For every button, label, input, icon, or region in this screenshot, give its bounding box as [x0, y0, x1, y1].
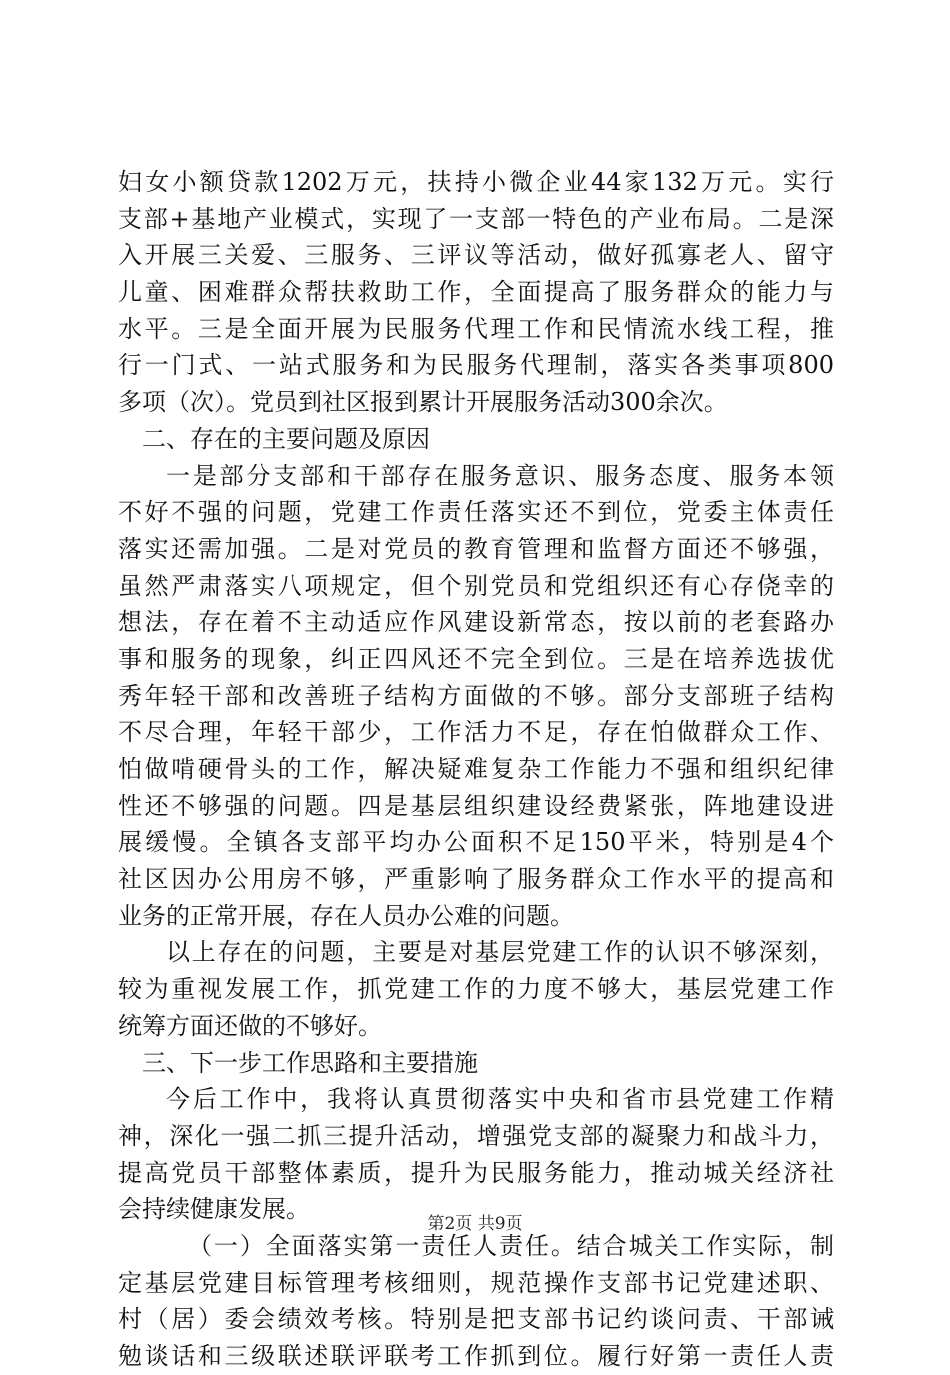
text-line: 统筹方面还做的不够好。	[118, 1011, 382, 1040]
text-line: 一是部分支部和干部存在服务意识、服务态度、服务本领	[166, 461, 834, 490]
text-line: 神，深化一强二抓三提升活动，增强党支部的凝聚力和战斗力，	[118, 1121, 834, 1150]
text-line: 较为重视发展工作，抓党建工作的力度不够大，基层党建工作	[118, 975, 834, 1004]
text-line: 水平。三是全面开展为民服务代理工作和民情流水线工程，推	[118, 314, 834, 343]
text-line: 勉谈话和三级联述联评联考工作抓到位。履行好第一责任人责	[118, 1342, 834, 1370]
text-line: 怕做啃硬骨头的工作，解决疑难复杂工作能力不强和组织纪律	[118, 755, 834, 783]
text-line: 虽然严肃落实八项规定，但个别党员和党组织还有心存侥幸的	[118, 571, 834, 600]
text-line: 性还不够强的问题。四是基层组织建设经费紧张，阵地建设进	[118, 791, 834, 820]
page-footer: 第2页 共9页	[427, 1214, 523, 1234]
text-line: 社区因办公用房不够，严重影响了服务群众工作水平的提高和	[118, 865, 834, 894]
text-line: （一）全面落实第一责任人责任。结合城关工作实际，制	[188, 1231, 834, 1260]
text-line: 提高党员干部整体素质，提升为民服务能力，推动城关经济社	[118, 1158, 834, 1187]
text-line: 事和服务的现象，纠正四风还不完全到位。三是在培养选拔优	[118, 644, 834, 673]
text-line: 不好不强的问题，党建工作责任落实还不到位，党委主体责任	[118, 498, 834, 527]
document-body	[118, 164, 834, 1375]
text-line: 定基层党建目标管理考核细则，规范操作支部书记党建述职、	[118, 1268, 834, 1297]
section-heading: 二、存在的主要问题及原因	[142, 424, 430, 453]
text-line: 入开展三关爱、三服务、三评议等活动，做好孤寡老人、留守	[118, 241, 834, 270]
text-line: 展缓慢。全镇各支部平均办公面积不足150平米，特别是4个	[118, 828, 834, 857]
text-line: 会持续健康发展。	[118, 1195, 310, 1224]
text-line: 以上存在的问题，主要是对基层党建工作的认识不够深刻，	[166, 938, 834, 967]
text-line: 不尽合理，年轻干部少，工作活力不足，存在怕做群众工作、	[118, 718, 834, 747]
text-line: 想法，存在着不主动适应作风建设新常态，按以前的老套路办	[118, 608, 834, 637]
text-line: 秀年轻干部和改善班子结构方面做的不够。部分支部班子结构	[118, 681, 834, 710]
text-line: 妇女小额贷款1202万元，扶持小微企业44家132万元。实行	[118, 168, 834, 196]
text-line: 行一门式、一站式服务和为民服务代理制，落实各类事项800	[118, 351, 834, 380]
text-line: 村（居）委会绩效考核。特别是把支部书记约谈问责、干部诫	[118, 1305, 834, 1334]
text-line: 落实还需加强。二是对党员的教育管理和监督方面还不够强，	[118, 534, 834, 563]
text-line: 业务的正常开展，存在人员办公难的问题。	[118, 901, 574, 930]
text-line: 支部+基地产业模式，实现了一支部一特色的产业布局。二是深	[118, 204, 834, 233]
text-line: 今后工作中，我将认真贯彻落实中央和省市县党建工作精	[166, 1085, 834, 1114]
text-line: 儿童、困难群众帮扶救助工作，全面提高了服务群众的能力与	[118, 278, 834, 307]
text-line: 多项（次）。党员到社区报到累计开展服务活动300余次。	[118, 388, 728, 417]
section-heading: 三、下一步工作思路和主要措施	[142, 1048, 478, 1077]
